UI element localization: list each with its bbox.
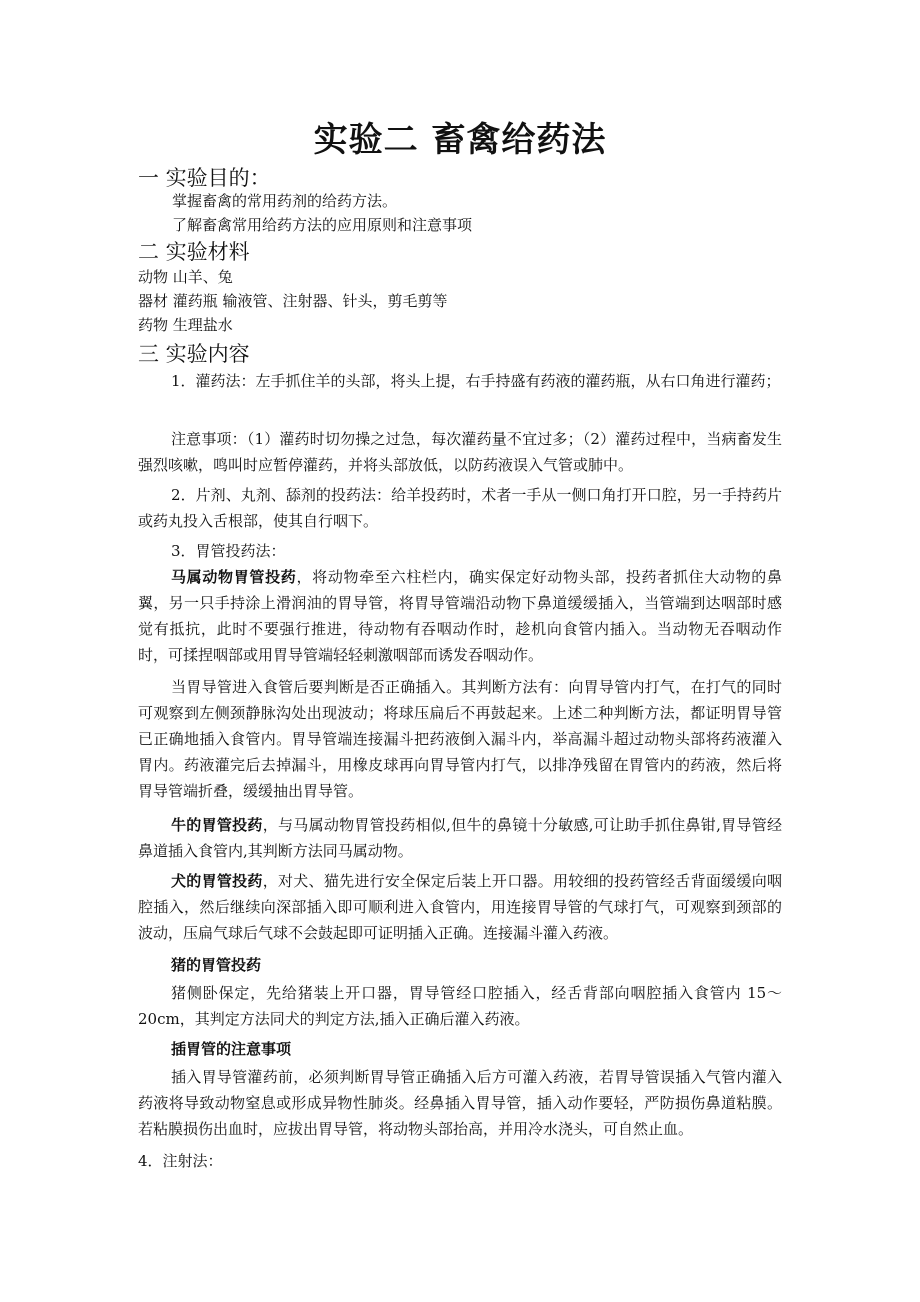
purpose-line-2: 了解畜禽常用给药方法的应用原则和注意事项 bbox=[172, 216, 473, 234]
content-paragraph-tube-heading: 3．胃管投药法： bbox=[171, 542, 286, 560]
dog-tube-heading: 犬的胃管投药 bbox=[171, 872, 263, 890]
section-heading-materials: 二 实验材料 bbox=[138, 240, 250, 264]
content-paragraph-dog-tube bbox=[138, 868, 782, 946]
materials-drugs: 药物 生理盐水 bbox=[138, 316, 233, 334]
content-paragraph-horse-tube bbox=[138, 564, 782, 668]
content-paragraph-pig-tube: 猪侧卧保定，先给猪装上开口器，胃导管经口腔插入，经舌背部向咽腔插入食管内 15～20cm，其判定方法同犬的判定方法,插入正确后灌入药液。 bbox=[138, 984, 782, 1028]
cattle-tube-heading: 牛的胃管投药 bbox=[171, 816, 263, 834]
materials-equipment: 器材 灌药瓶 输液管、注射器、针头，剪毛剪等 bbox=[138, 292, 448, 310]
content-paragraph-tablets: 2．片剂、丸剂、舔剂的投药法：给羊投药时，术者一手从一侧口角打开口腔，另一手持药片或药丸投入舌根部，使其自行咽下。 bbox=[138, 486, 782, 530]
dog-tube-text: ，对犬、猫先进行安全保定后装上开口器。用较细的投药管经舌背面缓缓向咽腔插入，然后继续向深部插入即可顺利进入食管内，用连接胃导管的气球打气，可观察到颈部的波动，压扁气球后气球不会鼓起即可证明插入正确。连接漏斗灌入药液。 bbox=[138, 872, 782, 942]
tube-notes-heading: 插胃管的注意事项 bbox=[171, 1040, 292, 1058]
content-paragraph-drench-notes: 注意事项：（1）灌药时切勿操之过急，每次灌药量不宜过多；（2）灌药过程中，当病畜发生强烈咳嗽，鸣叫时应暂停灌药，并将头部放低，以防药液误入气管或肺中。 bbox=[138, 430, 782, 474]
content-paragraph-injection: 4．注射法： bbox=[138, 1152, 223, 1170]
section-heading-content: 三 实验内容 bbox=[138, 342, 250, 366]
content-paragraph-tube-notes: 插入胃导管灌药前，必须判断胃导管正确插入后方可灌入药液，若胃导管误插入气管内灌入药液将导致动物窒息或形成异物性肺炎。经鼻插入胃导管，插入动作要轻，严防损伤鼻道粘膜。若粘膜损伤出血时，应拔出胃导管，将动物头部抬高，并用冷水浇头，可自然止血。 bbox=[138, 1068, 782, 1138]
section-heading-purpose: 一 实验目的： bbox=[138, 166, 271, 190]
content-paragraph-cattle-tube bbox=[138, 812, 782, 864]
materials-animals: 动物 山羊、兔 bbox=[138, 268, 233, 286]
horse-tube-text: ，将动物牵至六柱栏内，确实保定好动物头部，投药者抓住大动物的鼻翼，另一只手持涂上滑润油的胃导管，将胃导管端沿动物下鼻道缓缓插入，当管端到达咽部时感觉有抵抗，此时不要强行推进，待动物有吞咽动作时，趁机向食管内插入。当动物无吞咽动作时，可揉捏咽部或用胃导管端轻轻刺激咽部而诱发吞咽动作。 bbox=[138, 568, 782, 664]
horse-tube-heading: 马属动物胃管投药 bbox=[171, 568, 297, 586]
pig-tube-heading: 猪的胃管投药 bbox=[171, 956, 262, 974]
document-title: 实验二 畜禽给药法 bbox=[313, 120, 607, 160]
purpose-line-1: 掌握畜禽的常用药剂的给药方法。 bbox=[172, 192, 398, 210]
content-paragraph-drench: 1．灌药法：左手抓住羊的头部，将头上提，右手持盛有药液的灌药瓶，从右口角进行灌药； bbox=[171, 372, 781, 390]
cattle-tube-text: ，与马属动物胃管投药相似,但牛的鼻镜十分敏感,可让助手抓住鼻钳,胃导管经鼻道插入食管内,其判断方法同马属动物。 bbox=[138, 816, 782, 860]
content-paragraph-tube-check: 当胃导管进入食管后要判断是否正确插入。其判断方法有：向胃导管内打气，在打气的同时可观察到左侧颈静脉沟处出现波动；将球压扁后不再鼓起来。上述二种判断方法，都证明胃导管已正确地插入食管内。胃导管端连接漏斗把药液倒入漏斗内，举高漏斗超过动物头部将药液灌入胃内。药液灌完后去掉漏斗，用橡皮球再向胃导管内打气，以排净残留在胃管内的药液，然后将胃导管端折叠，缓缓抽出胃导管。 bbox=[138, 678, 782, 800]
